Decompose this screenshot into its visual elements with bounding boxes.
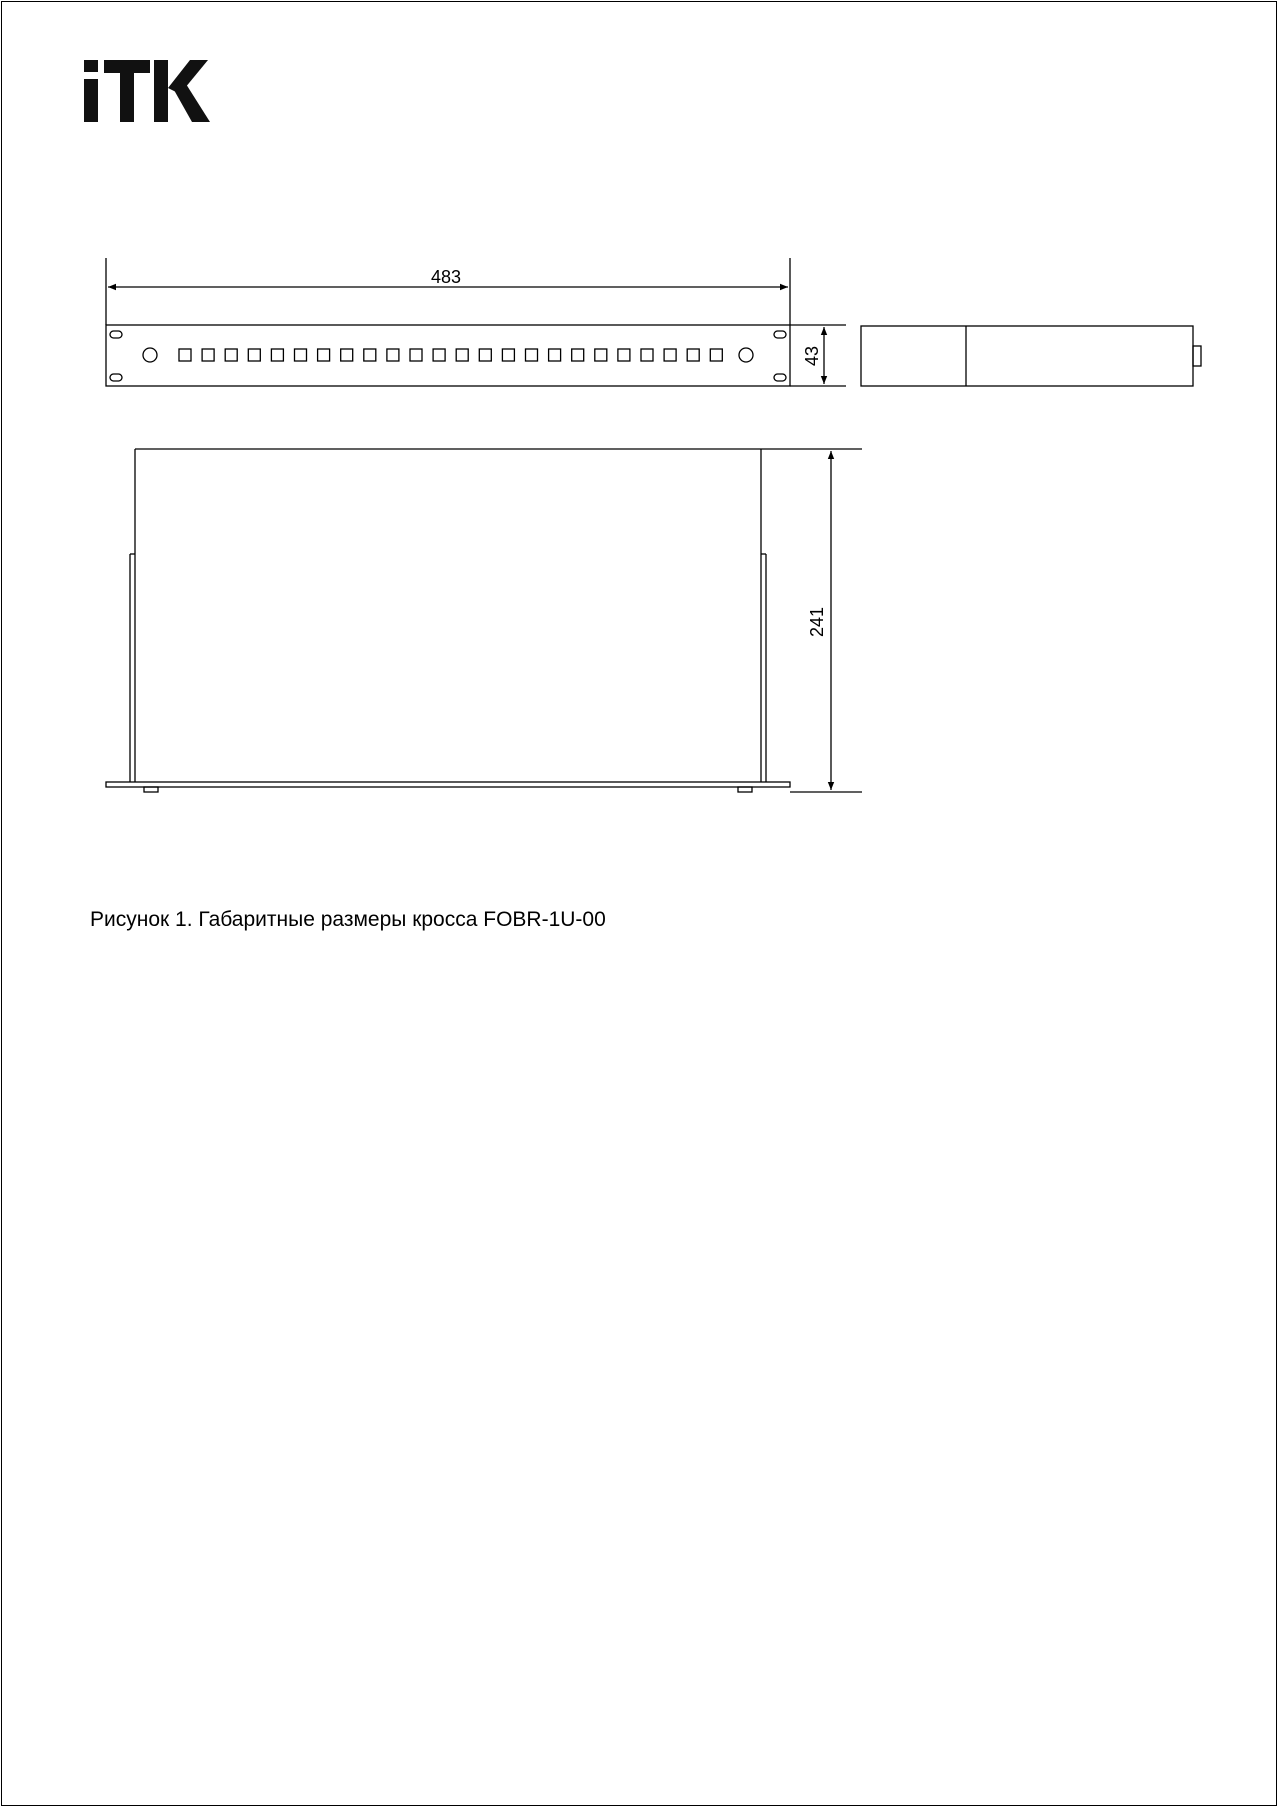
port-12 [433,349,445,361]
port-7 [318,349,330,361]
port-4 [248,349,260,361]
port-6 [295,349,307,361]
port-21 [641,349,653,361]
port-3 [225,349,237,361]
mount-hole [143,348,157,362]
front-view [106,258,846,386]
port-23 [687,349,699,361]
port-14 [479,349,491,361]
port-15 [502,349,514,361]
side-view [861,326,1201,386]
port-16 [526,349,538,361]
ports-group [179,349,722,361]
top-view [106,449,862,792]
port-18 [572,349,584,361]
port-11 [410,349,422,361]
height-dimension-label: 43 [802,345,822,367]
port-1 [179,349,191,361]
depth-dimension-label: 241 [807,606,827,638]
port-5 [271,349,283,361]
port-20 [618,349,630,361]
width-dimension-label: 483 [430,267,462,287]
port-24 [710,349,722,361]
port-13 [456,349,468,361]
dimension-drawing [0,0,1280,900]
port-9 [364,349,376,361]
mount-hole [739,348,753,362]
port-8 [341,349,353,361]
port-2 [202,349,214,361]
port-10 [387,349,399,361]
port-17 [549,349,561,361]
port-22 [664,349,676,361]
figure-caption: Рисунок 1. Габаритные размеры кросса FOBR-1U-00 [90,908,606,931]
port-19 [595,349,607,361]
